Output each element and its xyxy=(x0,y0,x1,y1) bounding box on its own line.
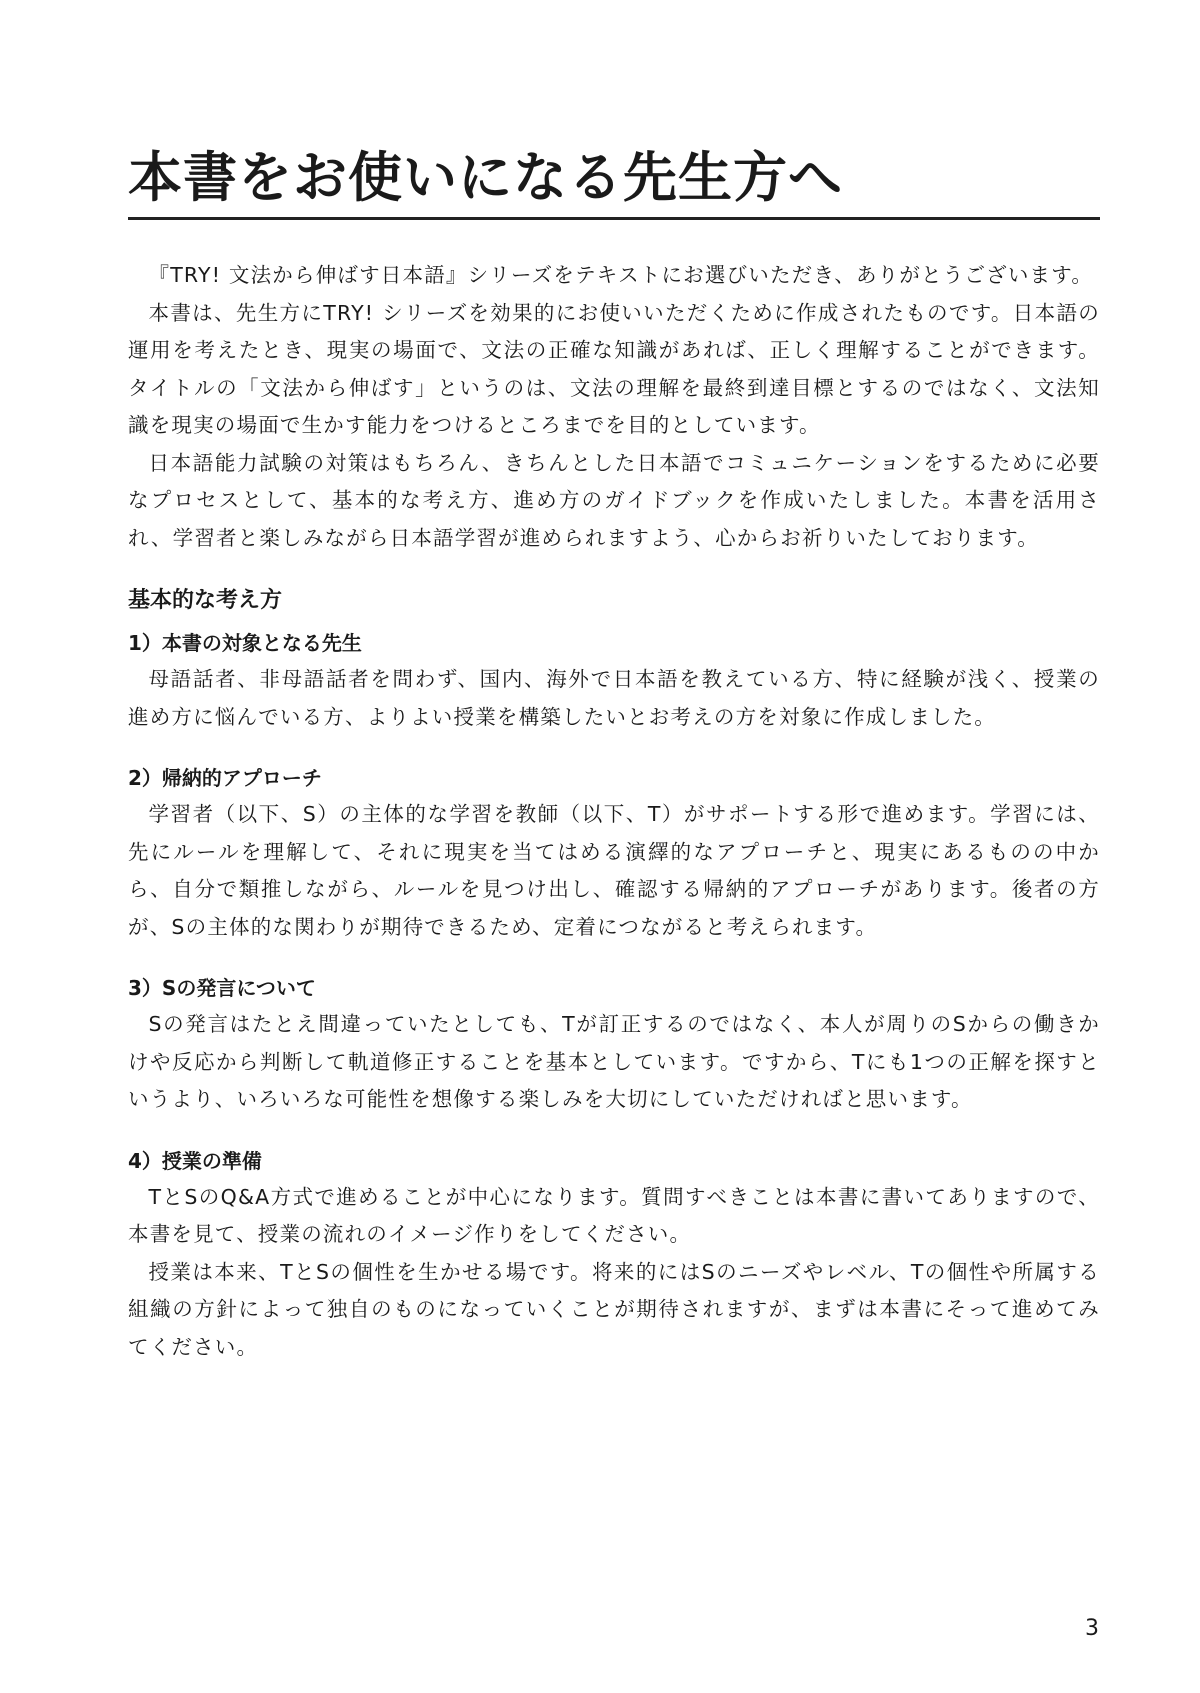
subsection-heading: 2）帰納的アプローチ xyxy=(128,766,322,790)
page-title: 本書をお使いになる先生方へ xyxy=(128,146,843,209)
page-body xyxy=(128,257,1100,1366)
intro-paragraph: 『TRY! 文法から伸ばす日本語』シリーズをテキストにお選びいただき、ありがとうございます。 xyxy=(148,263,1094,287)
body-paragraph: TとSのQ&A方式で進めることが中心になります。質問すべきことは本書に書いてありますので、本書を見て、授業の流れのイメージ作りをしてください。 xyxy=(128,1184,1100,1246)
subsection-heading: 4）授業の準備 xyxy=(128,1148,262,1173)
body-paragraph: 母語話者、非母語話者を問わず、国内、海外で日本語を教えている方、特に経験が浅く、授業の進め方に悩んでいる方、よりよい授業を構築したいとお考えの方を対象に作成しました。 xyxy=(128,667,1100,729)
title-underline xyxy=(128,217,1100,220)
body-paragraph: 学習者（以下、S）の主体的な学習を教師（以下、T）がサポートする形で進めます。学習には、先にルールを理解して、それに現実を当てはめる演繹的なアプローチと、現実にあるものの中から、自分で類推しながら、ルールを見つけ出し、確認する帰納的アプローチがあります。後者の方が、Sの主体的な関わりが期待できるため、定着につながると考えられます。 xyxy=(128,802,1100,939)
body-paragraph: 授業は本来、TとSの個性を生かせる場です。将来的にはSのニーズやレベル、Tの個性や所属する組織の方針によって独自のものになっていくことが期待されますが、まずは本書にそって進めてみてください。 xyxy=(128,1259,1100,1359)
page-number: 3 xyxy=(1085,1616,1099,1641)
intro-paragraph: 本書は、先生方にTRY! シリーズを効果的にお使いいただくために作成されたものです。日本語の運用を考えたとき、現実の場面で、文法の正確な知識があれば、正しく理解することができます。タイトルの「文法から伸ばす」というのは、文法の理解を最終到達目標とするのではなく、文法知識を現実の場面で生かす能力をつけるところまでを目的としています。 xyxy=(128,300,1100,437)
section-heading: 基本的な考え方 xyxy=(128,588,283,613)
body-paragraph: Sの発言はたとえ間違っていたとしても、Tが訂正するのではなく、本人が周りのSからの働きかけや反応から判断して軌道修正することを基本としています。ですから、Tにも1つの正解を探すというより、いろいろな可能性を想像する楽しみを大切にしていただければと思います。 xyxy=(128,1012,1100,1111)
subsection-heading: 1）本書の対象となる先生 xyxy=(128,631,362,655)
subsection-heading: 3）Sの発言について xyxy=(128,976,316,1000)
intro-paragraph: 日本語能力試験の対策はもちろん、きちんとした日本語でコミュニケーションをするために必要なプロセスとして、基本的な考え方、進め方のガイドブックを作成いたしました。本書を活用され、学習者と楽しみながら日本語学習が進められますよう、心からお祈りいたしております。 xyxy=(128,450,1100,550)
